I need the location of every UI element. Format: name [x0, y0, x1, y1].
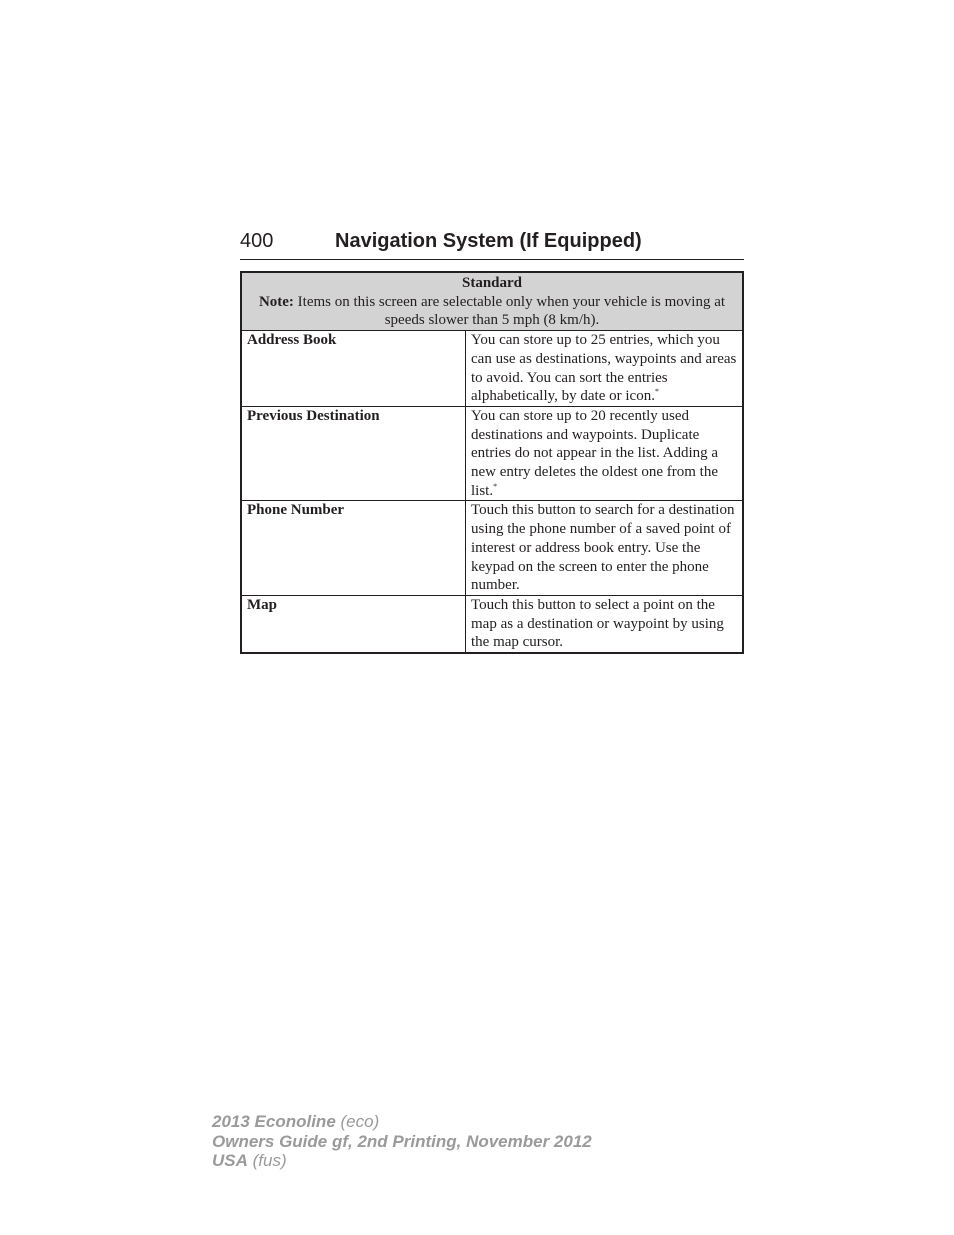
row-description-text: Touch this button to select a point on the map as a destination or waypoint by using the map cursor.: [471, 596, 724, 651]
footer-market: USA: [212, 1151, 248, 1170]
page-footer: [212, 1112, 592, 1171]
table-row: [241, 331, 743, 407]
footnote-marker: *: [654, 387, 659, 397]
footer-market-code: (fus): [247, 1151, 287, 1170]
row-description-text: You can store up to 25 entries, which you can use as destinations, waypoints and areas to avoid. You can sort the entries alphabetically, by date or icon.: [471, 332, 737, 405]
table-row: [241, 595, 743, 653]
row-label: Address Book: [241, 331, 466, 407]
row-label: Phone Number: [241, 501, 466, 596]
row-description-text: Touch this button to search for a destination using the phone number of a saved point of interest or address book entry. Use the keypad on the screen to enter the phone number.: [471, 502, 735, 594]
table-header-cell: [241, 272, 743, 331]
section-title: Navigation System (If Equipped): [335, 230, 642, 252]
table-heading: Standard: [461, 275, 523, 291]
row-label: Map: [241, 595, 466, 653]
navigation-menu-table: [240, 271, 744, 654]
row-description: [466, 595, 744, 653]
table-header-row: [241, 272, 743, 331]
table-row: [241, 501, 743, 596]
row-label: Previous Destination: [241, 406, 466, 501]
row-description-text: You can store up to 20 recently used destinations and waypoints. Duplicate entries do not appear in the list. Adding a new entry deletes the oldest one from the list.: [471, 407, 719, 499]
page-header: [240, 229, 744, 260]
footer-model: 2013 Econoline: [212, 1112, 336, 1131]
footer-printing-line: Owners Guide gf, 2nd Printing, November 2012: [212, 1131, 592, 1151]
page-number: 400: [240, 230, 274, 252]
row-description: [466, 331, 744, 407]
footer-model-line: [212, 1112, 592, 1132]
footer-model-code: (eco): [335, 1112, 380, 1131]
table-row: [241, 406, 743, 501]
row-description: [466, 501, 744, 596]
note-text: Items on this screen are selectable only when your vehicle is moving at speeds slower than 5 mph (8 km/h).: [293, 293, 726, 329]
footnote-marker: *: [493, 481, 498, 491]
footer-market-line: [212, 1151, 592, 1171]
note-label: Note:: [258, 293, 294, 310]
row-description: [466, 406, 744, 501]
